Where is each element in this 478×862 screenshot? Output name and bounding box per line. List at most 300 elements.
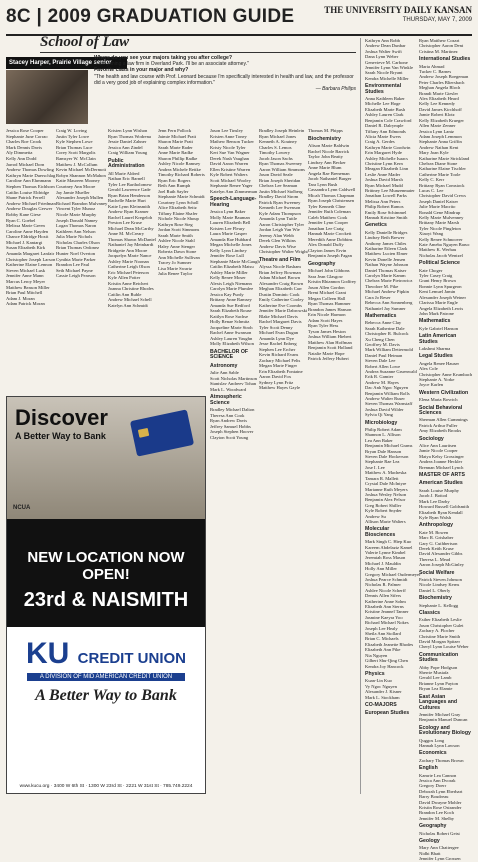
graduate-name: Andrew Michael Schell (108, 297, 152, 302)
graduate-name: Jennifer Ruth Coleman (308, 209, 351, 214)
graduate-name: Stephanie Rae Lea (365, 459, 400, 465)
graduate-name: Caitlin Elizabeth Matsu (210, 264, 254, 269)
graduate-name: Michael Andrew Pipkin (365, 289, 409, 295)
graduate-name: Theodore M. Pike (365, 283, 399, 289)
section-heading: East Asian Languages and Cultures (419, 693, 458, 711)
page-label: 8C | 2009 GRADUATION GUIDE (6, 6, 295, 27)
section-heading: Microbiology (365, 419, 398, 426)
graduate-name: Jonathan Lee Craig (308, 225, 344, 231)
graduate-name: Theresa L. Mead (419, 556, 451, 562)
section-heading: Latin American Studies (419, 333, 457, 345)
graduate-name: Tiffany Elaine Shafer (158, 210, 198, 216)
graduate-name: Kristine Jeannel Tanner (365, 609, 409, 615)
graduate-name: Anthony James Chiles (365, 240, 407, 246)
graduate-name: Jonathan Lowell Parks (365, 193, 407, 199)
graduate-name: Courtney Ann Moore (56, 183, 96, 189)
graduate-name: Ryan Tyler Hess (308, 323, 339, 328)
ad-location: 23rd & NAISMITH (23, 589, 189, 611)
graduate-name: Kaitlyn Rose Sachse (210, 313, 249, 319)
graduate-name: Kelly Renee Moser (210, 275, 246, 280)
graduate-name: Meagan Elizabeth Linn (365, 166, 409, 172)
graduate-name: Brandon James Hanson (308, 306, 352, 312)
student-photo (6, 70, 88, 124)
graduate-name: Jeffrey Samuel Hobbs (210, 423, 251, 429)
graduate-name: Jennifer Anne Mann (6, 273, 44, 279)
graduate-name: Nathan Wayne Johnson (365, 262, 409, 268)
graduate-name: Bryan Dale Hanson (365, 448, 402, 454)
graduate-name: Aaron William Simmons (259, 166, 305, 172)
graduate-name: Kelly Marie Mulvenney (419, 215, 464, 220)
graduate-name: Melissa Ann Peters (365, 198, 401, 204)
graduate-name: Julie Ann Sable (210, 370, 239, 375)
graduate-name: Mark L. Woodward (210, 386, 247, 392)
graduate-name: Caroline Anne Hayden (6, 228, 49, 234)
graduate-name: Barry Boudreau (419, 794, 449, 800)
graduate-name: Stanislav Andreev Tohan (210, 381, 257, 386)
section-heading: Ecology and Evolutionary Biology (419, 724, 471, 737)
graduate-name: Nathaniel Jay Sumner (365, 305, 406, 311)
graduate-name: Meghan Angela Bloch (419, 85, 461, 91)
graduate-name: Sara Jean Glasgow (308, 273, 343, 279)
graduate-name: Jason David Seale (259, 172, 293, 177)
graduate-name: Ashlee Nicole Scherff (365, 587, 406, 593)
graduate-name: Stephen Thomas Eichhorn (6, 183, 55, 189)
graduate-name: Ryan Thomas Hammer (308, 301, 351, 306)
graduate-name: Bryan Lea Elamie (419, 686, 453, 692)
ku-logo-mark: KU (25, 637, 70, 670)
graduate-name: Vy Ngoc Nguyen (365, 683, 397, 689)
graduate-name: Joseph Stephen Hoover (210, 429, 254, 434)
graduate-name: Gregory Doerr (419, 783, 447, 789)
section-heading: Sociology (419, 435, 444, 442)
graduate-name: Kate M. Bowen (419, 529, 449, 535)
graduate-name: Derek Glen Wilkins (259, 238, 296, 243)
graduate-name: Kyle Robert Snyder (365, 508, 402, 514)
names-column-6 (259, 128, 307, 794)
graduate-name: Marcus Leroy Meyer (6, 279, 46, 285)
graduate-name: Jamie Robert Klotz (419, 112, 455, 118)
graduate-name: Brian Joseph Sheridan (259, 177, 301, 183)
graduate-name: Quggos Long (419, 737, 445, 743)
graduate-name: Haley Anne Stenger (158, 243, 195, 249)
graduate-name: Greg Robert Shiller (365, 502, 402, 508)
graduate-name: Tyler Lee Bartholomew (108, 181, 152, 187)
graduate-name: Bradley David Strom (259, 194, 299, 199)
graduate-name: Julia Marie Nichols (56, 234, 93, 240)
graduate-name: Elizabeth Ryan Kendall (419, 509, 463, 515)
graduate-name: Tara Lynn Bush (308, 181, 338, 187)
graduate-name: Brian Paul Mitchell (6, 290, 43, 296)
photo-byline: — Barbara Philips (315, 86, 356, 93)
graduate-name: Corey Scott Margolis (56, 150, 96, 156)
graduate-name: Ryan Matthew Cozart (419, 38, 460, 43)
graduate-name: Hunter Noel Overton (56, 251, 96, 257)
graduate-name: Nicole Marie Murphy (56, 211, 97, 217)
graduate-name: Philip Robert Ramos (365, 204, 404, 210)
graduate-name: Joshua David Marsh (365, 177, 403, 183)
section-heading: Theatre and Film (259, 256, 301, 263)
graduate-name: Gilbert Shu-Qing Chen (365, 658, 408, 664)
graduate-name: Adam Joseph Lemmon (419, 133, 462, 139)
graduate-name: Kareem Abdelaziz Kamel (365, 544, 413, 550)
graduate-name: Kathleen Ann Nelson (56, 228, 96, 234)
graduate-name: Dana Lynn Weber (365, 54, 399, 60)
graduate-name: Brianne Lynn Payton (419, 680, 459, 686)
graduate-name: Gerald Lawrence Gade (108, 187, 151, 192)
graduate-name: Sarah Marie Smith (158, 232, 193, 238)
graduate-name: Andrea Suzanne Gruenwald (365, 368, 417, 374)
section-heading: Public Administration (108, 157, 145, 169)
graduate-name: Keri Sue Van Wagner (210, 150, 250, 155)
graduate-name: Peter Charles Bliersbach (419, 79, 465, 85)
section-heading: Social Behavioral Sciences (419, 404, 463, 416)
graduate-name: Rachel Laurel Kregeloh (108, 214, 153, 220)
graduate-name: Timothy Richard Roberts (158, 172, 205, 177)
graduate-name: Kevin Michael McDermott (56, 167, 107, 173)
graduate-name: Meghan Elizabeth Carr (259, 286, 302, 291)
graduate-name: Brian Thomas Luce (56, 144, 93, 150)
graduate-name: Jessie Daniel Zahner (108, 139, 147, 144)
graduate-name: Kathryn Marie Goodwin (365, 144, 411, 150)
graduate-name: Emily Rose Schimmel (365, 209, 407, 215)
graduate-name: Alyssa Nicole Basham (259, 264, 301, 269)
graduate-name: Rebecca Ann Sonnenberg (365, 300, 413, 306)
graduate-name: Alexander Joseph Mullen (56, 195, 104, 201)
graduate-name: Kate Ameba Nguyen Baruc (419, 242, 470, 248)
graduate-name: Alex Elizabeth Heard (419, 96, 459, 102)
graduate-name: Catherine Marie Toole (419, 171, 461, 177)
graduate-name: Ashley Lauren Vaughn (210, 335, 253, 341)
section-heading: European Studies (365, 710, 410, 717)
graduate-name: Lauren Elizabeth Bell (210, 220, 251, 225)
graduate-name: Kelly Ann Dodd (6, 155, 37, 161)
section-heading: English (419, 765, 438, 772)
graduate-name: Jesse Rachel Enberg (259, 341, 297, 346)
section-heading: International Studies (419, 56, 471, 63)
graduate-name: Megan Colleen Hall (308, 295, 346, 301)
graduate-name: Benjamin Manuel Duncan (419, 717, 468, 723)
graduate-name: Nichole Nicole Shoup (158, 216, 199, 221)
graduate-name: Jason Christopher Gulet (419, 622, 464, 628)
section-heading: Social Welfare (419, 569, 455, 576)
graduate-name: Jennifer Rose Lull (210, 253, 244, 258)
graduate-name: Chelsea Diane Stone (419, 160, 458, 166)
graduate-name: Stephanie June Corrao (6, 133, 48, 139)
graduate-name: Amanda Rae Hubbard (210, 236, 252, 242)
ad-top-tagline: A Better Way to Bank (15, 431, 106, 441)
graduate-name: Ellen Kristine Warren (210, 166, 251, 172)
graduate-names-mid (108, 128, 208, 394)
graduate-name: Kyle Stephen Lowe (56, 139, 93, 145)
ad-now-open: NEW LOCATION NOW OPEN! (27, 549, 185, 583)
graduate-name: Richard Brandon Mulvaney (56, 200, 108, 206)
side-column-1 (365, 38, 421, 794)
graduate-name: Nicholas Jacob Wentzel (419, 252, 463, 258)
graduate-names-side (360, 38, 473, 862)
graduate-name: Jordan Scott Simmons (158, 227, 200, 232)
graduate-name: Theresa Ann Cook (210, 412, 245, 418)
graduate-name: Jessica Ann Zindel (108, 144, 143, 150)
graduate-name: Erik R. Gamier (365, 374, 394, 380)
graduate-name: Tyson James Heston (308, 328, 346, 334)
graduate-name: Gary G. Cuthbertson (419, 540, 458, 546)
graduate-name: Jill Marie Aldred (108, 170, 140, 176)
graduate-name: Kelly Lynn Lindsey (210, 247, 247, 253)
graduate-name: Nathan Eric Barnell (108, 176, 145, 181)
graduate-name: Benjamin Michael Grams (365, 443, 413, 449)
graduate-name: Kenneth A. Koutney (259, 139, 297, 144)
graduate-name: Thomas Shawn McDaniel (108, 236, 156, 242)
graduate-name: Kenneth Lee Swenson (259, 205, 301, 210)
graduate-name: Andrew Douglas Gerwer (6, 206, 53, 212)
graduate-name: Andrew M. Hayes (365, 379, 399, 385)
graduate-name: Philip Robert Adam (365, 427, 402, 433)
section-heading: Astronomy (210, 362, 238, 369)
graduate-name: Katherine Elaine Lennon (6, 262, 53, 268)
graduate-name: Robby Kane Giese (6, 211, 41, 217)
graduate-name: Jason Lee Tinsley (210, 128, 243, 133)
graduate-name: Andrew Michael Friedman (6, 200, 56, 206)
graduate-name: Michael Evan Dugan (259, 330, 299, 335)
graduate-name: Erin Elizabeth Fontaine (259, 368, 303, 374)
graduate-name: Nidhi Bhatt (419, 850, 441, 856)
student-quote (94, 55, 356, 119)
names-column-5 (210, 128, 258, 794)
graduate-name: Jennifer M. Shelby (419, 815, 455, 821)
graduate-name: Michelle Lee Hoge (365, 101, 401, 107)
graduate-name: Alicia Marie Ewers (365, 133, 401, 139)
graduate-name: Matthew Alan Hoffman (308, 339, 352, 345)
graduate-name: Charles Roe Crook (6, 139, 42, 145)
graduate-name: Elizabeth Jeanette Rhodes (365, 641, 414, 647)
graduate-name: Jacquelyn Marie Nance (108, 253, 152, 258)
graduate-name: Susan Elizabeth Kirk (6, 245, 46, 251)
graduate-name: Chelsea Lee Seaman (259, 183, 298, 188)
graduate-name: Jacob Jason Sachs (259, 155, 293, 161)
graduate-name: Brian C. Michaels (365, 636, 399, 642)
graduate-name: Anna Kathleen Baker (365, 96, 405, 102)
graduate-name: Timothy Lowery (259, 150, 291, 155)
graduate-name: Scott Nicholas Martinson (210, 375, 257, 381)
graduate-name: Zachary Thomas Brown (419, 757, 464, 763)
graduate-name: Joseph Donald Namey (56, 217, 98, 223)
graduate-name: Mathew Benson Tucker (210, 139, 254, 144)
ad-location-panel (7, 519, 205, 627)
graduate-name: Tyler Scott Denny (259, 324, 293, 330)
graduate-name: Kelly Danielle Bridges (365, 229, 408, 235)
page-header (6, 4, 472, 36)
graduate-name: Stephanie L. Kellogg (419, 602, 459, 608)
graduate-name: Ashlee Nicole Stahl (158, 238, 195, 243)
graduate-name: Jessica Lynn Lantz (419, 128, 454, 134)
graduate-name: Nicole Lindsey Kerns (419, 582, 460, 588)
graduate-name: Carolyn Marie Plumlee (210, 286, 254, 291)
graduate-name: Michael J. Mauldin (365, 560, 401, 566)
graduate-name: Hannah Marie Crockett (308, 231, 352, 236)
graduate-name: Mark L. Stockham (365, 694, 400, 700)
section-heading: Physics (365, 670, 385, 677)
section-heading: Genetics (365, 222, 387, 229)
graduate-name: Sarah Marie Rader (158, 144, 193, 150)
graduate-name: Jay Jamie Mueller (56, 189, 90, 195)
graduate-name: Clarissa Marie Engle (419, 300, 458, 306)
graduate-name: Jennifer Lynn Grossen (419, 856, 461, 862)
graduate-name: Sydney Lynn Fritz (259, 379, 294, 385)
graduate-name: Kristin Rose Ostrander (419, 805, 462, 810)
ad-division: A DIVISION OF MID AMERICAN CREDIT UNION (27, 673, 185, 681)
graduate-name: Genevieve M. Carbone (365, 59, 408, 65)
section-heading: CO-MAJORS (365, 701, 397, 708)
graduate-name: Katharine Elaine Tischler (419, 166, 466, 172)
graduate-name: David Dwayne Mohler (419, 799, 462, 805)
graduate-name: David Morgan Spitzer (419, 639, 460, 645)
graduate-name: Sherman Allen Cummings (419, 417, 468, 423)
graduate-name: Matthew Lucien Elmer (365, 251, 408, 257)
graduate-name: Sharon Marie Pratt (158, 139, 193, 144)
graduate-name: Ryan Thomas Sweeney (259, 161, 303, 166)
graduate-name: Craig W. Loving (56, 128, 87, 133)
graduate-name: Zachary A. Plocher (419, 628, 455, 634)
answer-2: "The health and law course with Prof. Leonard because I'm specifically interested in health and law, and the professor did a very good job of explaining complex information." (94, 73, 354, 86)
graduate-name: Kevin Donelle Jensen (365, 256, 406, 262)
graduate-name: Caitlin Louise Eldridge (6, 189, 50, 195)
graduate-name: Andrew Nathan Kent (419, 144, 459, 150)
graduate-name: Kyle Gabriel Hanson (419, 325, 459, 331)
graduate-name: Geoffrey M. Davis (365, 341, 400, 347)
graduate-name: Nicholas Charles Olson (56, 239, 100, 245)
graduate-name: Brennan Michael Lynch (419, 464, 464, 470)
graduate-name: Ashley Michelle Isaacs (365, 155, 408, 161)
graduate-name: Micah Thomas Chapman (308, 192, 355, 198)
graduate-name: Stephanie Marie Schmidt (158, 194, 205, 199)
graduate-name: Molly Elizabeth Wilson (210, 341, 254, 346)
graduate-name: Natalie Marie Hope (308, 350, 345, 356)
graduate-name: Joshua Walter Swift (365, 48, 402, 54)
graduate-name: Dac Anh Ngoc Nguyen (365, 385, 408, 391)
graduate-name: Ryan Eric Rogers (158, 177, 191, 183)
graduate-name: David James Kirchhoff (419, 106, 462, 112)
graduate-name: Steven Michael Lusk (6, 267, 46, 273)
graduate-name: Katharine Eileen Clark (365, 246, 408, 252)
section-heading: Mathematics (419, 318, 451, 325)
graduate-name: Kelly Elizabeth Krueger (419, 117, 464, 123)
graduate-name: Stephanie Renee Yager (210, 183, 253, 188)
section-heading: MASTER OF ARTS (419, 472, 465, 479)
credit-union-ad (6, 396, 206, 794)
graduate-name: Roberta Dawn Stone (158, 249, 197, 254)
graduate-name: Joyce Karlen (419, 382, 444, 388)
graduate-name: Beth Ann Rumph (158, 183, 191, 188)
graduate-name: Holly Ann Miller (365, 566, 397, 572)
graduate-name: Brandon Lee Paul (56, 262, 90, 268)
graduate-name: Daniel R. Dalrymple (365, 123, 404, 129)
graduate-name: Ryan Michael Jones (259, 133, 297, 139)
graduate-name: Caleb Matthew Cook (308, 214, 348, 220)
graduate-name: Sarah Elizabeth Rouse (210, 308, 252, 313)
masthead (324, 5, 472, 23)
graduate-name: Rachel Anne Swanson (210, 330, 252, 335)
graduate-name: Kathryn Ann Robb (365, 38, 400, 43)
section-heading: Biochemistry (419, 595, 452, 602)
graduate-name: Thomas M. Phipps (308, 128, 343, 133)
graduate-name: Jennifer Marie Dabrowski (259, 308, 308, 313)
graduate-name: Joseph Daniel Kaiser (419, 198, 459, 204)
graduate-name: Jarrod Michael Dorn (6, 161, 45, 167)
graduate-name: Jessica Kay Purdy (210, 291, 244, 297)
graduate-name: Zachary Michael Felts (259, 357, 301, 363)
graduate-name: Nathaniel Jay Meinhardt (108, 242, 154, 247)
graduate-name: Jaimie Michael Pratt (158, 133, 197, 139)
graduate-name: Scott Michael Wooley (210, 177, 251, 183)
graduate-name: Brandon Lee Koch (419, 810, 454, 816)
graduate-name: Alice Elizabeth Seitz (158, 205, 197, 210)
question-1: Where do you see your majors taking you after college? (94, 55, 233, 61)
graduate-name: Ann Michelle Sullivan (158, 254, 200, 260)
graduate-name: Joel Ruth Sayler (158, 188, 189, 194)
graduate-name: Katie Maureen Mooney (56, 178, 100, 184)
graduate-name: Ryan Michael Mudd (365, 182, 403, 188)
names-column-4 (158, 128, 208, 394)
graduate-name: Mary Joan Kyle (419, 150, 449, 156)
graduate-name: Andrea Michele Rettke (158, 166, 201, 172)
graduate-name: Kristin Anne Reichert (108, 280, 149, 286)
graduate-name: Cynthia Marie Parker (56, 256, 96, 262)
graduate-name: Brent Michael Grant (308, 290, 347, 295)
section-heading: Western Civilization (419, 389, 469, 396)
graduate-name: Lakshmi Sharma (419, 345, 451, 351)
graduate-name: Amy Elizabeth Brooks (419, 428, 462, 434)
graduate-name: Howard Russell Goldsmith (419, 504, 470, 510)
graduate-name: Joseph Lee Healy (365, 625, 398, 631)
graduate-name: Caitlin Ann Ruble (108, 291, 142, 297)
graduate-name: Robert Allen Lowe (365, 363, 401, 369)
graduate-name: Elizabeth Ann Pike (365, 647, 401, 653)
section-heading: Atmospheric Science (210, 394, 242, 406)
section-heading: Geography (308, 260, 336, 267)
graduate-name: Maria Ahmad (419, 63, 445, 69)
graduate-name: Cassie Leigh Pearson (56, 273, 96, 279)
graduate-name: Catherine Leigh Olson (108, 264, 150, 269)
graduate-name: Bradley Michael Dalton (210, 407, 255, 412)
graduate-name: Ashley Marie Noonan (108, 258, 149, 264)
graduate-name: Kendra Michelle Miller (365, 75, 409, 81)
graduate-name: Benjamin Cole Crawford (365, 117, 412, 123)
graduate-name: Kyle Ryan Walsh (419, 514, 452, 520)
graduate-name: Rachel Margaret Davis (259, 319, 302, 324)
graduate-name: Benjamin Alex Pelsor (365, 497, 406, 503)
graduate-name: Craig William Young (108, 150, 148, 155)
graduate-names-lower (210, 128, 356, 794)
section-heading: Political Science (419, 260, 460, 267)
ad-logo-panel (7, 627, 205, 793)
paper-name: THE UNIVERSITY DAILY KANSAN (324, 5, 472, 15)
graduate-name: Amanda Lynn Tuttle (259, 216, 298, 221)
graduate-name: Adam Patrick Moran (6, 301, 45, 307)
graduate-name: Kristen Anne Toney (210, 133, 247, 139)
section-heading: Communication Studies (419, 651, 459, 664)
graduate-name: Daniel Thomas Kaiser (365, 267, 407, 273)
graduate-name: Justin Tyler Lowe (56, 133, 90, 139)
graduate-name: Alexander J. Kisner (365, 689, 402, 695)
graduate-name: Crystal Dale McIntyre (365, 481, 407, 487)
graduate-name: Michael J. Kantargi (6, 239, 43, 245)
graduate-name: Anne Marie Radke (158, 150, 193, 155)
graduate-name: Amanda Lynn Dye (259, 335, 294, 341)
graduate-name: Marianne Ruth Meyers (365, 486, 408, 492)
graduate-name: Aaron David Fox (259, 374, 292, 379)
graduate-name: Courtney Lynn Scholl (158, 199, 199, 205)
graduate-name: Alex Cole (419, 366, 438, 372)
